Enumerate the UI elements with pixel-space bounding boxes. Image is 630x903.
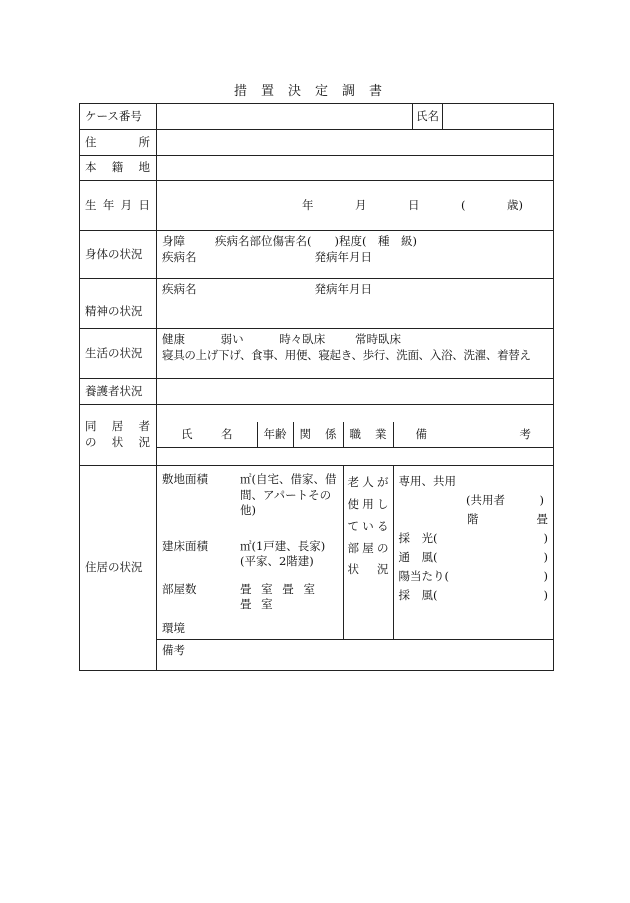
room-conditions[interactable] (393, 466, 553, 639)
cohabit-table (157, 422, 553, 448)
life-healthy: 健康 (162, 332, 185, 346)
site-area-note: ㎡(自宅、借家、借間、アパートその他) (240, 472, 337, 518)
col-job: 職 業 (343, 422, 393, 447)
dob-year: 年 (302, 197, 314, 212)
label-life: 生活の状況 (80, 329, 157, 379)
col-name: 氏 名 (157, 422, 257, 447)
label-dob: 生 年 月 日 (80, 181, 157, 231)
life-always-bed: 常時臥床 (354, 332, 401, 346)
cell-name[interactable] (157, 447, 257, 448)
body-disease-part: 疾病名部位傷害名( )程度( 種 級) (215, 234, 417, 248)
ventilation-label: 通 風( (398, 549, 438, 564)
field-caregiver[interactable] (157, 379, 554, 405)
life-activities: 寝具の上げ下げ、食事、用便、寝起き、歩行、洗面、入浴、洗濯、着替え (162, 347, 531, 362)
label-cohabit (80, 405, 157, 466)
rooms-line2: 畳 室 (240, 597, 273, 612)
floor-tatami: 畳 (536, 511, 549, 526)
label-caregiver: 養護者状況 (80, 379, 157, 405)
label-housing: 住居の状況 (80, 466, 157, 671)
field-domicile[interactable] (157, 156, 554, 181)
mental-disease-name: 疾病名 (162, 282, 197, 296)
cohabit-line1: 同居者 (85, 419, 150, 434)
use-type: 専用、共用 (398, 474, 456, 488)
field-address[interactable] (157, 130, 554, 156)
dob-paren: ( (461, 197, 466, 212)
housing-table (157, 466, 553, 639)
floor-area-label: 建床面積 (162, 538, 208, 553)
label-case-no: ケース番号 (80, 104, 157, 130)
body-disabled: 身障 (162, 234, 185, 248)
page-title: 措置決定調書 (233, 84, 396, 99)
label-mental: 精神の状況 (80, 279, 157, 329)
field-remarks[interactable] (157, 640, 554, 671)
body-disease-name: 疾病名 (162, 249, 197, 264)
rooms-line1: 畳 室 畳 室 (240, 581, 315, 596)
ventilation-close: ) (474, 549, 549, 564)
body-onset: 発病年月日 (314, 249, 372, 264)
housing-area[interactable] (157, 466, 343, 639)
sunlight-label: 陽当たり( (398, 568, 449, 583)
shared-with: (共用者 ) (466, 492, 545, 507)
rooms-label: 部屋数 (162, 581, 197, 596)
lighting-close: ) (474, 530, 549, 545)
dob-month: 月 (355, 197, 367, 212)
cohabit-line2: の状況 (85, 435, 150, 449)
floor-area-note2: (平家、2階建) (240, 554, 314, 569)
life-sometimes-bed: 時々臥床 (279, 332, 326, 346)
lighting-label: 採 光( (398, 530, 438, 545)
field-dob[interactable] (157, 181, 554, 231)
col-age: 年齢 (257, 422, 293, 447)
decision-form (79, 103, 554, 671)
label-address: 住 所 (80, 130, 157, 156)
mental-onset: 発病年月日 (314, 282, 372, 296)
site-area-label: 敷地面積 (162, 472, 208, 486)
life-weak: 弱い (220, 332, 244, 346)
field-life[interactable] (157, 329, 554, 379)
field-name[interactable] (443, 104, 554, 130)
col-relation: 関 係 (293, 422, 343, 447)
remarks-label: 備考 (162, 643, 185, 658)
wind-label: 採 風( (398, 587, 438, 602)
cell-remarks[interactable] (393, 447, 553, 448)
label-name: 氏名 (413, 104, 443, 130)
label-domicile: 本 籍 地 (80, 156, 157, 181)
field-mental[interactable] (157, 279, 554, 329)
field-case-no[interactable] (157, 104, 413, 130)
sunlight-close: ) (474, 568, 549, 583)
cell-age[interactable] (257, 447, 293, 448)
wind-close: ) (474, 587, 549, 602)
col-remarks: 備 考 (393, 422, 553, 447)
field-body[interactable] (157, 231, 554, 279)
env-label: 環境 (162, 620, 185, 635)
cell-job[interactable] (343, 447, 393, 448)
cell-relation[interactable] (293, 447, 343, 448)
dob-day: 日 (408, 197, 420, 212)
dob-age: 歳) (507, 197, 523, 212)
elder-room-label: 老人が使用している部屋の状況 (343, 466, 393, 639)
floor-level: 階 (467, 511, 479, 526)
floor-area-note1: ㎡(1戸建、長家) (240, 538, 326, 553)
label-body: 身体の状況 (80, 231, 157, 279)
